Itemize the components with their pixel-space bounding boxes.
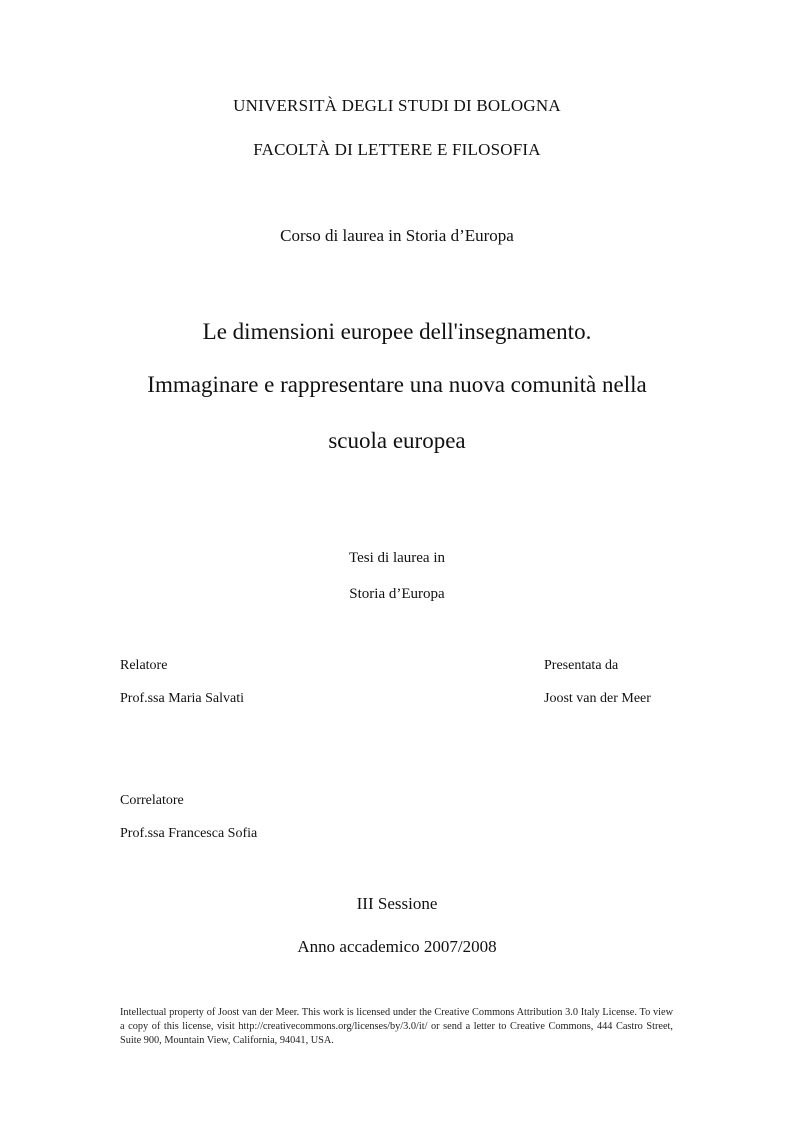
relatore-name: Prof.ssa Maria Salvati [120,691,245,706]
title-line-3: scuola europea [328,428,466,453]
course-name: Corso di laurea in Storia d’Europa [280,226,514,245]
correlatore-name: Prof.ssa Francesca Sofia [120,826,258,841]
thesis-subject: Storia d’Europa [349,586,445,602]
relatore-label: Relatore [120,658,168,673]
presentata-label: Presentata da [544,658,619,673]
correlatore-label: Correlatore [120,793,184,808]
presentata-name: Joost van der Meer [544,691,651,706]
thesis-subject-label: Tesi di laurea in [349,550,445,566]
license-notice: Intellectual property of Joost van der Meer. This work is licensed under the Creative Commons Attribution 3.0 Italy License. To view a copy of this license, visit http://creativecommons.org/licenses/by/3.0/it/ or send a letter to Creative Commons, 444 Castro Street, Suite 900, Mountain View, California, 94041, USA. [120,1007,673,1046]
faculty-name: FACOLTÀ DI LETTERE E FILOSOFIA [253,140,541,159]
session: III Sessione [356,894,438,913]
title-line-1: Le dimensioni europee dell'insegnamento. [202,319,592,344]
title-line-2: Immaginare e rappresentare una nuova comunità nella [147,372,647,397]
academic-year: Anno accademico 2007/2008 [297,937,497,956]
university-name: UNIVERSITÀ DEGLI STUDI DI BOLOGNA [233,96,561,115]
